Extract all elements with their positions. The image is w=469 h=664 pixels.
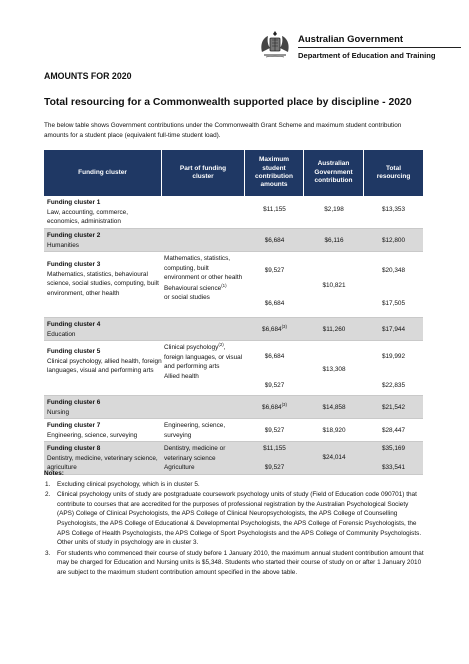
total-cell [364,396,423,418]
part-label: Agriculture [164,464,195,472]
cluster-cell [44,318,162,340]
table-row [44,341,423,396]
max-value: $9,527 [264,267,285,274]
part-cell [162,229,245,251]
total-value: $35,169 [381,445,406,452]
max-cell [245,419,304,441]
total-value: $17,944 [381,326,406,333]
table-header-row [44,150,423,196]
government-header [258,30,458,66]
cluster-name: Funding cluster 2 [47,232,101,239]
max-value: $6,684 [264,353,285,360]
part-cell [162,252,245,317]
cluster-name: Funding cluster 3 [47,261,101,268]
department-name: Department of Education and Training [298,51,436,60]
max-value: $9,527 [264,464,285,471]
note-text: Clinical psychology units of study are postgraduate coursework psychology units of study (Field of Education code 090701) that contribute to courses that are accredited for the purposes of professional registration by the Australian Psychological Society (APS) College of Clinical Psychologists, the APS College of Clinical Neuropsychologists, the APS College of Counselling Psychologists, the APS College of Educational & Developmental Psychologists, the APS College of Forensic Psychologists, the APS College of Health Psychologists, the APS College of Sport Psychologists and the APS College of Community Psychologists. Other units of study in psychology are in cluster 3. [57,491,422,547]
gov-value: $6,116 [324,237,344,244]
cluster-cell [44,419,162,441]
cluster-cell [44,229,162,251]
part-cell [162,196,245,228]
cluster-description: Humanities [47,241,79,249]
part-label: Dentistry, medicine or veterinary science [164,445,226,462]
total-value: $17,505 [381,300,406,307]
note-item [44,490,424,548]
gov-value: $13,308 [322,366,346,373]
note-number: 1. [45,480,51,488]
gov-cell [304,396,364,418]
cluster-description: Engineering, science, surveying [47,431,138,439]
gov-cell [304,419,364,441]
total-value: $28,447 [381,427,406,434]
note-text: For students who commenced their course of study before 1 January 2010, the maximum annual student contribution amount that may be charged for Education and Nursing units is $5,348. Students who started their course of study on or after 1 January 2010 are subject to the maximum student contribution amount specified in the above table. [57,549,424,576]
total-value: $12,800 [381,237,406,244]
max-cell [245,318,304,340]
part-label: Mathematics, statistics, computing, built environment or other health [164,255,243,282]
max-value: $9,527 [264,382,285,389]
header-max-student-contribution: Maximum student contribution amounts [245,150,304,196]
gov-cell [304,252,364,317]
cluster-description: Mathematics, statistics, behavioural science, social studies, computing, built environment, other health [47,270,159,297]
part-label: Allied health [164,372,199,380]
part-label: Engineering, science, surveying [164,422,226,439]
total-value: $20,348 [381,267,406,274]
max-value: $6,684 [264,237,285,244]
cluster-description: Dentistry, medicine, veterinary science, agriculture [47,454,158,472]
part-label: or social studies [164,294,210,302]
max-cell [245,196,304,228]
note-text: Excluding clinical psychology, which is in cluster 5. [57,480,200,488]
gov-value: $18,920 [322,427,346,434]
table-row [44,419,423,442]
table-row [44,318,423,341]
total-value: $21,542 [381,404,406,411]
header-divider [298,47,461,48]
table-row [44,229,423,252]
page-title: Total resourcing for a Commonwealth supported place by discipline - 2020 [44,97,412,108]
total-cell [364,229,423,251]
cluster-description: Clinical psychology, allied health, foreign languages, visual and performing arts [47,357,162,375]
amounts-heading: AMOUNTS FOR 2020 [44,71,132,81]
cluster-name: Funding cluster 7 [47,422,101,429]
max-value: $11,155 [263,445,286,452]
max-cell [245,341,304,395]
part-cell [162,396,245,418]
max-cell [245,396,304,418]
part-cell [162,341,245,395]
total-cell [364,252,423,317]
total-cell [364,318,423,340]
gov-cell [304,196,364,228]
note-number: 3. [45,549,51,557]
part-label: Clinical psychology [164,344,219,351]
table-row [44,396,423,419]
max-cell [245,229,304,251]
gov-value: $10,821 [322,282,346,289]
total-value: $22,835 [381,382,406,389]
total-value: $19,992 [381,353,406,360]
cluster-cell [44,396,162,418]
cluster-description: Nursing [47,408,70,416]
cluster-name: Funding cluster 5 [47,348,101,355]
part-cell [162,318,245,340]
header-total-resourcing: Total resourcing [376,164,411,180]
footnote-ref: (3) [281,401,287,407]
max-value: $11,155 [263,206,286,213]
max-value: $9,527 [264,427,285,434]
part-label: Behavioural science [164,284,222,292]
cluster-description: Education [47,330,76,338]
footnote-ref: (3) [281,323,287,329]
total-cell [364,419,423,441]
coat-of-arms-icon [258,30,292,64]
gov-cell [304,341,364,395]
gov-value: $11,260 [322,326,346,333]
total-value: $33,541 [381,464,406,471]
part-cell [162,419,245,441]
cluster-name: Funding cluster 6 [47,399,101,406]
note-number: 2. [45,491,51,499]
max-value: $6,684 [262,326,282,333]
total-cell [364,341,423,395]
note-item [44,480,424,490]
header-part-of-cluster: Part of funding cluster [162,150,245,196]
total-value: $13,353 [381,206,406,213]
government-name: Australian Government [298,34,404,45]
intro-paragraph: The below table shows Government contributions under the Commonwealth Grant Scheme and maximum student contribution amounts for a student place (equivalent full-time student load). [44,122,402,139]
cluster-cell [44,252,162,317]
table-row [44,252,423,318]
cluster-description: Law, accounting, commerce, economics, administration [47,208,128,226]
max-cell [245,252,304,317]
table-row [44,196,423,229]
gov-cell [304,229,364,251]
header-funding-cluster: Funding cluster [44,150,162,196]
gov-cell [304,318,364,340]
gov-value: $14,858 [322,404,346,411]
cluster-name: Funding cluster 8 [47,445,101,452]
note-item [44,549,424,578]
notes-heading: Notes: [44,470,64,477]
max-value: $6,684 [262,404,282,411]
header-government-contribution: Australian Government contribution [304,150,364,196]
total-cell [364,196,423,228]
resourcing-table [44,150,423,475]
gov-value: $24,014 [322,454,346,461]
part-label: , foreign languages, or visual and performing arts [164,344,243,371]
cluster-name: Funding cluster 1 [47,199,101,206]
cluster-cell [44,341,162,395]
cluster-cell [44,196,162,228]
footnote-ref: (2) [218,341,224,347]
footnote-ref: (1) [221,282,227,288]
notes-section [44,469,424,578]
max-value: $6,684 [264,300,285,307]
gov-value: $2,198 [324,206,344,213]
cluster-name: Funding cluster 4 [47,321,101,328]
